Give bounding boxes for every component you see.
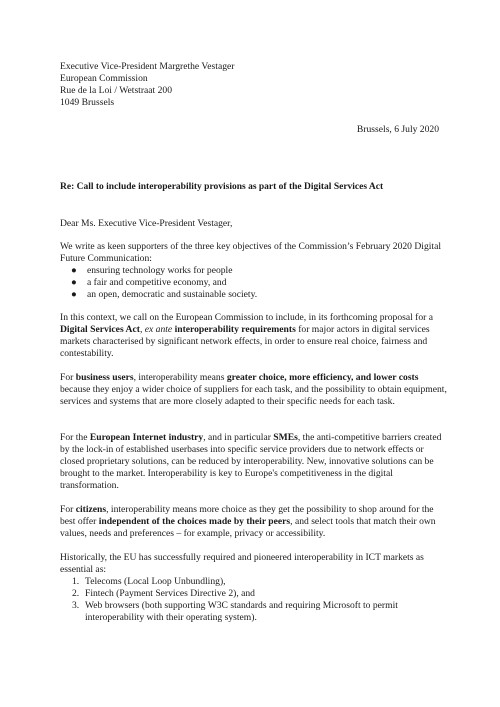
letter-date: Brussels, 6 July 2020 bbox=[356, 124, 439, 135]
list-item: ● a fair and competitive economy, and bbox=[71, 276, 227, 288]
history-list bbox=[60, 576, 448, 624]
recipient-name: Executive Vice-President Margrethe Vestager bbox=[60, 61, 235, 72]
salutation: Dear Ms. Executive Vice-President Vestager, bbox=[60, 218, 233, 229]
bullet-icon: ● bbox=[71, 265, 77, 276]
bullet-icon: ● bbox=[71, 288, 77, 300]
bullet-icon: ● bbox=[71, 276, 77, 288]
industry-paragraph: For the European Internet industry, and in particular SMEs, the anti-competitive barriers created by the lock-in of established userbases into specific service providers due to network effects or closed proprietary solutions, can be reduced by interoperability. New, innovative solutions can be brought to the market. Interoperability is key to Europe's competitiveness in the digital transformation. bbox=[60, 432, 442, 491]
context-paragraph: In this context, we call on the European Commission to include, in its forthcoming proposal for a Digital Services Act, ex ante interoperability requirements for major actors in digital services markets characterised by significant network effects, in order to ensure real choice, fairness and contestability. bbox=[60, 312, 434, 359]
list-item: 2. Fintech (Payment Services Directive 2), and bbox=[72, 587, 255, 599]
recipient-street: Rue de la Loi / Wetstraat 200 bbox=[60, 85, 173, 96]
history-paragraph bbox=[60, 552, 448, 576]
intro-text: We write as keen supporters of the three key objectives of the Commission’s February 2020 Digital Future Communication: bbox=[60, 241, 442, 264]
ex-ante-term: ex ante bbox=[144, 323, 173, 335]
intro-paragraph bbox=[60, 241, 448, 265]
objectives-list bbox=[60, 265, 257, 301]
citizens-paragraph: For citizens, interoperability means more choice as they get the possibility to shop around for the best offer independent of the choices made by their peers, and select tools that match their own values, needs and preferences – for example, privacy or accessibility. bbox=[60, 504, 436, 539]
list-item: ● an open, democratic and sustainable society. bbox=[71, 288, 258, 300]
list-item: ● ensuring technology works for people bbox=[71, 265, 233, 276]
list-item: 1. Telecoms (Local Loop Unbundling), bbox=[72, 576, 226, 587]
history-text: Historically, the EU has successfully required and pioneered interoperability in ICT markets as essential as: bbox=[60, 552, 424, 575]
dsa-term: Digital Services Act bbox=[60, 323, 140, 335]
business-users-paragraph: For business users, interoperability means greater choice, more efficiency, and lower costs because they enjoy a wider choice of suppliers for each task, and the possibility to obtain equipment, services and systems that are more closely adapted to their specific needs for each task. bbox=[60, 372, 447, 407]
recipient-city: 1049 Brussels bbox=[60, 97, 115, 108]
interop-requirements-term: interoperability requirements bbox=[174, 323, 296, 335]
letter-subject: Re: Call to include interoperability provisions as part of the Digital Services Act bbox=[60, 182, 384, 192]
list-item: 3. Web browsers (both supporting W3C standards and requiring Microsoft to permit interoperability with their operating system). bbox=[72, 599, 398, 623]
recipient-organization: European Commission bbox=[60, 73, 148, 84]
